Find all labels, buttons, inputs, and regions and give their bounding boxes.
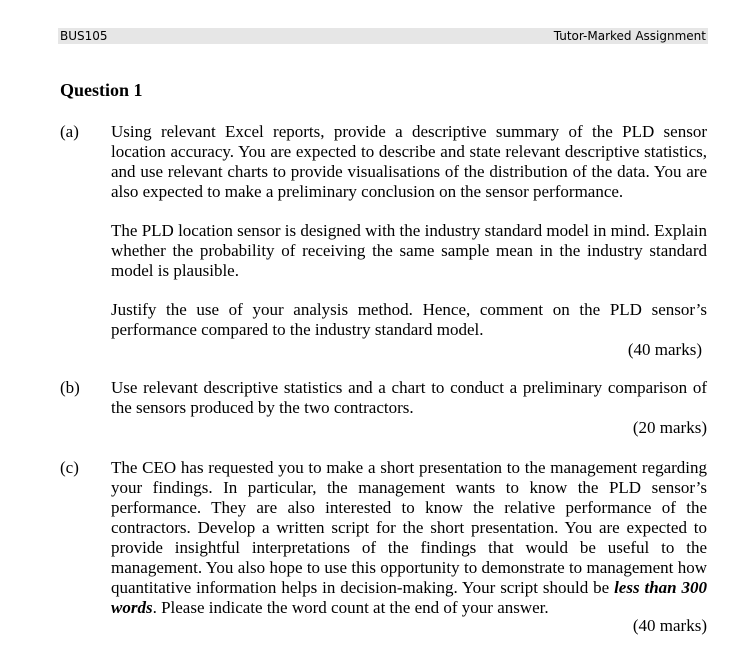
part-c-text-end: . Please indicate the word count at the end of your answer. [152,598,549,617]
part-a-label: (a) [60,122,79,141]
part-c-marks: (40 marks) [632,616,707,635]
part-c-paragraph [111,458,707,618]
page-header [58,28,708,44]
part-c-text-start: The CEO has requested you to make a short presentation to the management regarding your findings. In particular, the management wants to know the PLD sensor’s performance. They are also interested to know the relative performance of the contractors. Develop a written script for the short presentation. You are expected to provide insightful interpretations of the findings that would be useful to the management. You also hope to use this opportunity to demonstrate to management how quantitative information helps in decision-making. Your script should be [111,458,707,597]
assignment-type: Tutor-Marked Assignment [553,29,706,43]
part-a-paragraph-1: Using relevant Excel reports, provide a descriptive summary of the PLD sensor location accuracy. You are expected to describe and state relevant descriptive statistics, and use relevant charts to provide visualisations of the distribution of the data. You are also expected to make a preliminary conclusion on the sensor performance. [111,122,707,201]
part-b-label: (b) [60,378,80,397]
course-code: BUS105 [60,29,108,43]
part-c-word-limit: less than 300 words [111,578,707,617]
part-b-marks: (20 marks) [632,418,707,437]
part-b-paragraph: Use relevant descriptive statistics and a chart to conduct a preliminary comparison of the sensors produced by the two contractors. [111,378,707,417]
question-title: Question 1 [60,80,143,100]
part-c-label: (c) [60,458,79,477]
part-a-paragraph-2: The PLD location sensor is designed with the industry standard model in mind. Explain whether the probability of receiving the same sample mean in the industry standard model is plausible. [111,221,707,280]
part-a-marks: (40 marks) [627,340,702,359]
part-a-paragraph-3: Justify the use of your analysis method. Hence, comment on the PLD sensor’s performance compared to the industry standard model. [111,300,707,339]
